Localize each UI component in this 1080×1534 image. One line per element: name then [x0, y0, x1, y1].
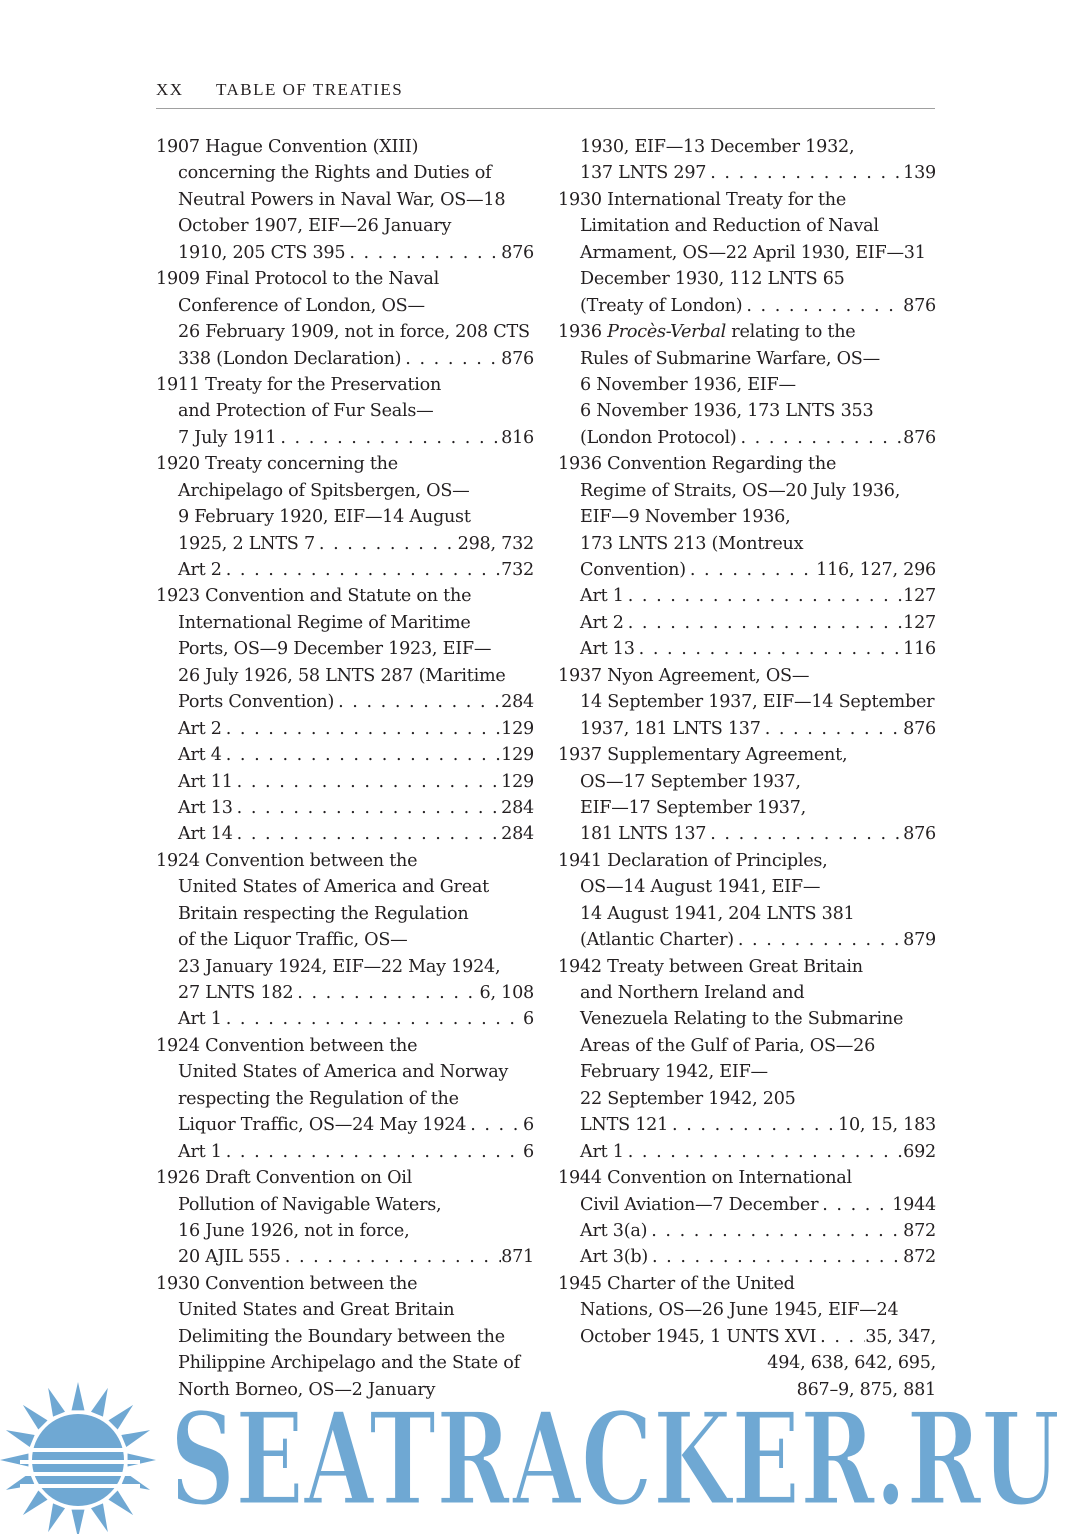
- watermark: [0, 1372, 1080, 1534]
- dot-leader: [276, 425, 501, 451]
- entry-title: Liquor Traffic, OS—24 May 1924: [178, 1115, 467, 1136]
- entry-text-line: Nations, OS—26 June 1945, EIF—24: [580, 1300, 899, 1321]
- dot-leader: [816, 1324, 865, 1350]
- dot-leader: [706, 821, 903, 847]
- dot-leader: [222, 742, 501, 768]
- entry-text-line: 26 February 1909, not in force, 208 CTS: [178, 322, 530, 343]
- page-refs: 867–9, 875, 881: [796, 1379, 936, 1400]
- dot-leader: [734, 927, 903, 953]
- entry-text-line: Archipelago of Spitsbergen, OS—: [178, 480, 470, 501]
- entry-text-line: 1936 Convention Regarding the: [558, 454, 837, 475]
- entry-text-line: 1944 Convention on International: [558, 1168, 852, 1189]
- page-refs: 876: [903, 295, 936, 316]
- entry-title: Civil Aviation—7 December: [580, 1194, 819, 1215]
- entry-text-line: 1924 Convention between the: [156, 1035, 418, 1056]
- page-refs: 872: [903, 1247, 936, 1268]
- entry-title: (London Protocol): [580, 427, 737, 448]
- entry-title: (Atlantic Charter): [580, 930, 734, 951]
- entry-title: 27 LNTS 182: [178, 983, 294, 1003]
- entry-title: LNTS 121: [580, 1115, 669, 1136]
- dot-leader: [624, 583, 903, 609]
- page-refs: 1944: [892, 1194, 936, 1215]
- entry-text-line: 1930 International Treaty for the: [558, 189, 847, 210]
- dot-leader: [233, 821, 501, 847]
- entry-text-line: respecting the Regulation of the: [178, 1088, 459, 1109]
- index-entry-line: [558, 1218, 936, 1244]
- page-refs: 876: [903, 718, 936, 739]
- dot-leader: [466, 1112, 523, 1138]
- page-refs: 284: [501, 692, 534, 713]
- dot-leader: [761, 716, 903, 742]
- sun-ray: [48, 1388, 65, 1417]
- index-entry-line: [156, 769, 534, 795]
- page-number: XX: [156, 80, 184, 99]
- entry-title: Ports Convention): [178, 692, 335, 713]
- index-entry-line: [156, 716, 534, 742]
- index-entry-line: [156, 240, 534, 266]
- entry-title: Art 1: [580, 586, 624, 607]
- entry-text-line: EIF—9 November 1936,: [580, 507, 791, 528]
- entry-text-line: 1924 Convention between the: [156, 850, 418, 871]
- page-refs: 129: [501, 718, 534, 739]
- page-refs: 876: [501, 242, 534, 263]
- entry-text-line: Pollution of Navigable Waters,: [178, 1194, 442, 1215]
- index-entry-line: [156, 1112, 534, 1138]
- entry-text-line: December 1930, 112 LNTS 65: [580, 269, 845, 290]
- entry-text-line: Armament, OS—22 April 1930, EIF—31: [580, 242, 926, 263]
- entry-title: 1937, 181 LNTS 137: [580, 718, 761, 739]
- entry-text-line: 1942 Treaty between Great Britain: [558, 956, 863, 977]
- index-entry-line: [156, 1006, 534, 1032]
- entry-title: Art 1: [178, 1009, 222, 1030]
- page-refs: 692: [903, 1141, 936, 1162]
- entry-text-line: United States and Great Britain: [178, 1300, 455, 1321]
- dot-leader: [624, 1139, 903, 1165]
- entry-text-line: OS—17 September 1937,: [580, 771, 801, 792]
- entry-text-line: 23 January 1924, EIF—22 May 1924,: [178, 956, 501, 977]
- left-column: [156, 134, 534, 1403]
- page-refs: 876: [903, 824, 936, 845]
- entry-text-line: 1923 Convention and Statute on the: [156, 586, 472, 607]
- running-title: TABLE OF TREATIES: [216, 80, 404, 99]
- watermark-text: SEATRACKER.RU: [170, 1385, 1060, 1534]
- page-refs: 872: [903, 1220, 936, 1241]
- entry-text-line: United States of America and Norway: [178, 1062, 509, 1083]
- dot-leader: [293, 980, 479, 1006]
- entry-text-line: 22 September 1942, 205: [580, 1088, 796, 1109]
- entry-text-line: International Regime of Maritime: [178, 612, 471, 633]
- entry-title: 1910, 205 CTS 395: [178, 242, 346, 263]
- sun-ray: [23, 1490, 48, 1515]
- page-refs: 139: [903, 163, 936, 184]
- running-header: [156, 78, 935, 109]
- page-refs: 876: [501, 348, 534, 369]
- entry-title: Art 3(b): [580, 1247, 648, 1268]
- entry-title: 1925, 2 LNTS 7: [178, 533, 315, 554]
- entry-text-line: Delimiting the Boundary between the: [178, 1326, 505, 1347]
- page-refs: 6: [523, 1009, 534, 1030]
- entry-text-line: concerning the Rights and Duties of: [178, 163, 492, 184]
- entry-text-line: Philippine Archipelago and the State of: [178, 1353, 520, 1374]
- page-refs: 116, 127, 296: [816, 560, 936, 580]
- entry-text-line: February 1942, EIF—: [580, 1062, 768, 1083]
- index-entry-line: [558, 583, 936, 609]
- dot-leader: [647, 1218, 903, 1244]
- entry-title: Art 1: [580, 1141, 624, 1162]
- page-refs: 816: [501, 427, 534, 448]
- index-entry-line: [558, 1244, 936, 1270]
- index-entry-line: [156, 1244, 534, 1270]
- entry-text-line: 1920 Treaty concerning the: [156, 454, 398, 475]
- index-entry-line: [156, 531, 534, 557]
- page-refs: 116: [903, 639, 936, 660]
- entry-text-line: 14 September 1937, EIF—14 September: [580, 692, 935, 713]
- entry-text-line: and Northern Ireland and: [580, 983, 805, 1003]
- entry-title: Art 4: [178, 745, 222, 766]
- entry-text-line: Limitation and Reduction of Naval: [580, 216, 879, 237]
- page-refs: 732: [501, 560, 534, 580]
- page-refs: 494, 638, 642, 695,: [767, 1353, 936, 1374]
- index-entry-line: [558, 821, 936, 847]
- sun-ray: [108, 1405, 133, 1430]
- entry-title: Art 2: [580, 612, 624, 633]
- entry-title: 20 AJIL 555: [178, 1247, 281, 1268]
- entry-title: Convention): [580, 560, 686, 580]
- entry-text-line: EIF—17 September 1937,: [580, 797, 807, 818]
- entry-title: Art 2: [178, 560, 222, 580]
- dot-leader: [624, 610, 903, 636]
- entry-text-line: Regime of Straits, OS—20 July 1936,: [580, 480, 901, 501]
- page-refs: 129: [501, 745, 534, 766]
- entry-text-line: 1937 Nyon Agreement, OS—: [558, 665, 810, 686]
- entry-text-line: 9 February 1920, EIF—14 August: [178, 507, 471, 528]
- entry-text-line: 26 July 1926, 58 LNTS 287 (Maritime: [178, 665, 506, 686]
- sun-ray: [23, 1405, 48, 1430]
- dot-leader: [222, 1006, 523, 1032]
- right-column: [558, 134, 936, 1403]
- entry-text-line: of the Liquor Traffic, OS—: [178, 930, 408, 951]
- dot-leader: [648, 1244, 903, 1270]
- index-entry-line: [558, 1139, 936, 1165]
- entry-text-line: 16 June 1926, not in force,: [178, 1220, 410, 1241]
- entry-title: Art 13: [178, 797, 233, 818]
- entry-text-line: 1941 Declaration of Principles,: [558, 850, 828, 871]
- entry-text-line: Britain respecting the Regulation: [178, 903, 469, 924]
- index-entry-line: [156, 346, 534, 372]
- entry-text-line: 1945 Charter of the United: [558, 1273, 795, 1294]
- entry-text-line: 1936 Procès-Verbal relating to the: [558, 322, 856, 343]
- page-refs: 298, 732: [457, 533, 534, 554]
- entry-title: Art 14: [178, 824, 233, 845]
- dot-leader: [686, 557, 816, 583]
- page-refs: 35, 347,: [865, 1326, 936, 1347]
- page-refs: 10, 15, 183: [838, 1115, 936, 1136]
- entry-title: 338 (London Declaration): [178, 348, 402, 369]
- sun-ray: [72, 1510, 85, 1534]
- entry-text-line: 1930, EIF—13 December 1932,: [580, 137, 855, 157]
- dot-leader: [334, 689, 501, 715]
- entry-title: Art 1: [178, 1141, 222, 1162]
- entry-text-line: Areas of the Gulf of Paria, OS—26: [580, 1035, 876, 1056]
- dot-leader: [706, 160, 903, 186]
- entry-text-line: 1909 Final Protocol to the Naval: [156, 269, 440, 290]
- index-entry-line: [558, 1112, 936, 1138]
- entry-text-line: 6 November 1936, EIF—: [580, 374, 796, 395]
- sun-ray: [6, 1430, 35, 1447]
- index-entry-line: [558, 160, 936, 186]
- page-refs: 284: [501, 824, 534, 845]
- dot-leader: [233, 769, 501, 795]
- entry-text-line: Ports, OS—9 December 1923, EIF—: [178, 639, 492, 660]
- dot-leader: [222, 1139, 523, 1165]
- index-entry-line: [558, 557, 936, 583]
- dot-leader: [315, 531, 458, 557]
- sun-logo-icon: [0, 1382, 156, 1534]
- sun-ray: [91, 1388, 108, 1417]
- page-refs: 6, 108: [479, 983, 534, 1003]
- entry-text-line: 14 August 1941, 204 LNTS 381: [580, 903, 855, 924]
- index-entry-line: [558, 1192, 936, 1218]
- entry-title: Art 3(a): [580, 1220, 648, 1241]
- entry-text-line: 1911 Treaty for the Preservation: [156, 374, 442, 395]
- entry-text-line: 6 November 1936, 173 LNTS 353: [580, 401, 874, 422]
- page-refs: 6: [523, 1115, 534, 1136]
- entry-title: 137 LNTS 297: [580, 163, 707, 184]
- entry-title: 7 July 1911: [178, 427, 277, 448]
- dot-leader: [635, 636, 903, 662]
- index-entry-line: [558, 636, 936, 662]
- dot-leader: [736, 425, 903, 451]
- page-refs: 876: [903, 427, 936, 448]
- index-entry-line: [558, 1324, 936, 1350]
- index-entry-line: [156, 425, 534, 451]
- page-refs: 127: [903, 612, 936, 633]
- entry-text-line: 1930 Convention between the: [156, 1273, 418, 1294]
- index-entry-line: [558, 425, 936, 451]
- entry-title: (Treaty of London): [580, 295, 743, 316]
- entry-text-line: Neutral Powers in Naval War, OS—18: [178, 189, 506, 210]
- entry-text-line: Rules of Submarine Warfare, OS—: [580, 348, 880, 369]
- dot-leader: [222, 716, 501, 742]
- dot-leader: [401, 346, 501, 372]
- index-entry-line: [156, 557, 534, 583]
- page-refs: 879: [903, 930, 936, 951]
- sun-ray: [91, 1503, 108, 1532]
- dot-leader: [222, 557, 501, 583]
- dot-leader: [233, 795, 501, 821]
- index-entry-line: [558, 716, 936, 742]
- page-refs: 6: [523, 1141, 534, 1162]
- entry-text-line: United States of America and Great: [178, 877, 489, 898]
- dot-leader: [281, 1244, 501, 1270]
- index-entry-line: [156, 821, 534, 847]
- entry-title: Art 2: [178, 718, 222, 739]
- page-refs: 284: [501, 797, 534, 818]
- entry-title: Art 13: [580, 639, 635, 660]
- index-entry-line: [156, 795, 534, 821]
- entry-text-line: 1937 Supplementary Agreement,: [558, 745, 848, 766]
- index-entry-line: [156, 742, 534, 768]
- index-entry-line: [558, 293, 936, 319]
- entry-text-line: North Borneo, OS—2 January: [178, 1379, 436, 1400]
- dot-leader: [345, 240, 501, 266]
- page-refs: 129: [501, 771, 534, 792]
- entry-title: 181 LNTS 137: [580, 824, 707, 845]
- sun-ray: [121, 1430, 150, 1447]
- index-entry-line: [156, 1139, 534, 1165]
- entry-title: October 1945, 1 UNTS XVI: [580, 1326, 817, 1347]
- sun-ray: [108, 1490, 133, 1515]
- sun-ray: [48, 1503, 65, 1532]
- index-entry-line: [558, 927, 936, 953]
- entry-text-line: Venezuela Relating to the Submarine: [580, 1009, 904, 1030]
- entry-text-line: 1926 Draft Convention on Oil: [156, 1168, 413, 1189]
- index-entry-line: [156, 980, 534, 1006]
- entry-text-line: 173 LNTS 213 (Montreux: [580, 533, 804, 554]
- page-refs: 871: [501, 1247, 534, 1268]
- dot-leader: [818, 1192, 892, 1218]
- entry-text-line: Conference of London, OS—: [178, 295, 425, 316]
- entry-text-line: 1907 Hague Convention (XIII): [156, 137, 419, 157]
- entry-title: Art 11: [178, 771, 233, 792]
- entry-text-line: OS—14 August 1941, EIF—: [580, 877, 821, 898]
- index-entry-line: [558, 610, 936, 636]
- entry-text-line: and Protection of Fur Seals—: [178, 401, 434, 422]
- entry-text-line: October 1907, EIF—26 January: [178, 216, 452, 237]
- sun-ray: [72, 1382, 85, 1410]
- index-entry-line: [156, 689, 534, 715]
- page-refs: 127: [903, 586, 936, 607]
- dot-leader: [742, 293, 903, 319]
- dot-leader: [668, 1112, 838, 1138]
